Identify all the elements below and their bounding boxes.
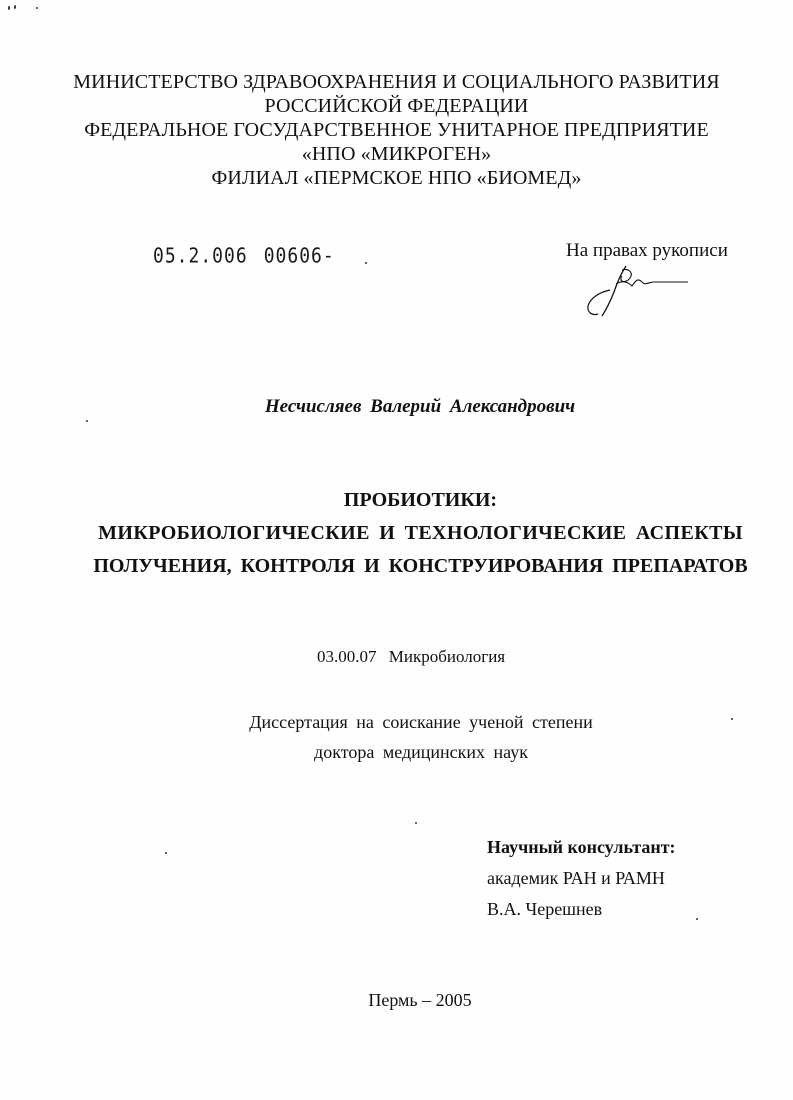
- scan-speck: [8, 6, 10, 10]
- title-line-2: МИКРОБИОЛОГИЧЕСКИЕ И ТЕХНОЛОГИЧЕСКИЕ АСПЕКТЫ: [98, 522, 743, 544]
- scan-speck: [415, 822, 417, 824]
- header-line-npo: «НПО «МИКРОГЕН»: [301, 143, 492, 165]
- scan-speck: [86, 420, 88, 422]
- title-line-3: ПОЛУЧЕНИЯ, КОНТРОЛЯ И КОНСТРУИРОВАНИЯ ПРЕПАРАТОВ: [93, 555, 748, 577]
- scan-speck: [365, 262, 367, 264]
- ministry-header: [0, 70, 793, 190]
- header-line-ministry: МИНИСТЕРСТВО ЗДРАВООХРАНЕНИЯ И СОЦИАЛЬНОГО РАЗВИТИЯ: [73, 71, 720, 93]
- consultant-label: Научный консультант:: [487, 837, 676, 857]
- scan-speck: [36, 7, 38, 9]
- specialty-code: 03.00.07: [317, 647, 377, 666]
- degree-statement: [0, 707, 793, 767]
- header-line-enterprise: ФЕДЕРАЛЬНОЕ ГОСУДАРСТВЕННОЕ УНИТАРНОЕ ПРЕДПРИЯТИЕ: [84, 119, 709, 141]
- scan-speck: [165, 852, 167, 854]
- dissertation-title: [0, 484, 793, 583]
- city-year: Пермь – 2005: [368, 990, 472, 1010]
- signature-icon: [582, 262, 694, 320]
- specialty-name: Микробиология: [388, 647, 506, 666]
- scientific-consultant: [487, 832, 676, 925]
- consultant-title: академик РАН и РАМН: [487, 868, 665, 888]
- scan-speck: [14, 5, 16, 9]
- registration-stamp: [153, 244, 335, 268]
- specialty: [317, 647, 505, 667]
- scan-speck: [696, 918, 698, 920]
- header-line-federation: РОССИЙСКОЙ ФЕДЕРАЦИИ: [264, 95, 529, 117]
- stamp-number: 00606-: [263, 244, 335, 269]
- author-name: Несчисляев Валерий Александрович: [264, 396, 576, 417]
- manuscript-note: На правах рукописи: [566, 240, 728, 261]
- header-line-branch: ФИЛИАЛ «ПЕРМСКОЕ НПО «БИОМЕД»: [211, 167, 582, 189]
- consultant-name: В.А. Черешнев: [487, 899, 603, 919]
- stamp-date: 05.2.006: [153, 244, 248, 269]
- scan-speck: [731, 718, 733, 720]
- degree-line-2: доктора медицинских наук: [314, 742, 528, 762]
- degree-line-1: Диссертация на соискание ученой степени: [249, 712, 593, 732]
- title-line-1: ПРОБИОТИКИ:: [343, 489, 498, 511]
